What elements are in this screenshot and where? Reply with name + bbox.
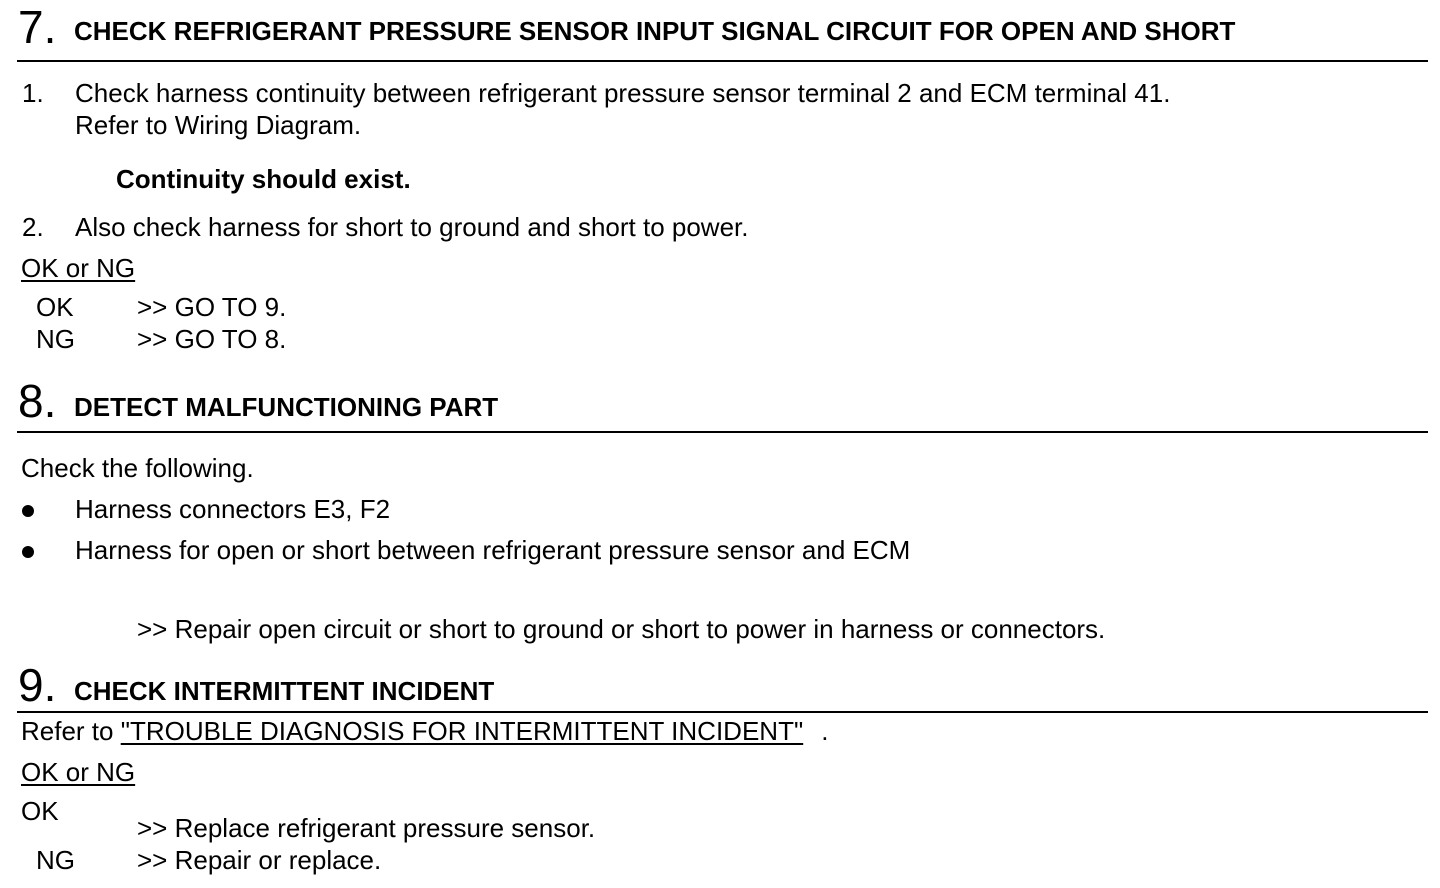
step-9-ng-label: NG	[36, 845, 75, 875]
step-8-bullet-2: Harness for open or short between refrigerant pressure sensor and ECM	[75, 535, 911, 565]
step-7-item-1-number: 1.	[22, 78, 44, 108]
step-9-divider	[17, 711, 1428, 713]
step-7-result-label: OK or NG	[21, 253, 136, 283]
bullet-icon	[22, 505, 34, 517]
step-7-title: CHECK REFRIGERANT PRESSURE SENSOR INPUT SIGNAL CIRCUIT FOR OPEN AND SHORT	[74, 16, 1236, 46]
step-8-intro: Check the following.	[21, 453, 254, 483]
step-9-ok-action: >> Replace refrigerant pressure sensor.	[137, 813, 596, 843]
step-8-divider	[17, 431, 1428, 433]
step-9-refer-suffix: .	[821, 716, 829, 746]
step-9-refer-prefix: Refer to	[21, 716, 121, 746]
trouble-diagnosis-link[interactable]: "TROUBLE DIAGNOSIS FOR INTERMITTENT INCIDENT"	[120, 716, 804, 746]
step-9-ok-label: OK	[21, 796, 59, 826]
step-8-action: >> Repair open circuit or short to ground or short to power in harness or connectors.	[137, 614, 1106, 644]
step-7-item-2-text: Also check harness for short to ground and short to power.	[75, 212, 749, 242]
step-9-ng-action: >> Repair or replace.	[137, 845, 382, 875]
step-8-bullet-1: Harness connectors E3, F2	[75, 494, 391, 524]
step-7-ng-label: NG	[36, 324, 75, 354]
step-9-title: CHECK INTERMITTENT INCIDENT	[74, 676, 495, 706]
step-8-number: 8.	[18, 375, 57, 427]
step-8-title: DETECT MALFUNCTIONING PART	[74, 392, 499, 422]
step-7-item-1-line-2: Refer to Wiring Diagram.	[75, 110, 362, 140]
step-7-continuity-note: Continuity should exist.	[116, 164, 411, 194]
step-7-ng-action: >> GO TO 8.	[137, 324, 287, 354]
step-7-divider	[17, 60, 1428, 62]
step-9-number: 9.	[18, 659, 57, 711]
step-7-ok-label: OK	[36, 292, 74, 322]
bullet-icon	[22, 546, 34, 558]
step-9-result-label: OK or NG	[21, 757, 136, 787]
step-7-number: 7.	[18, 1, 57, 53]
step-7-item-1-line-1: Check harness continuity between refrigerant pressure sensor terminal 2 and ECM terminal 41.	[75, 78, 1171, 108]
step-9-refer-line	[21, 716, 828, 746]
step-7-item-2-number: 2.	[22, 212, 44, 242]
step-7-ok-action: >> GO TO 9.	[137, 292, 287, 322]
